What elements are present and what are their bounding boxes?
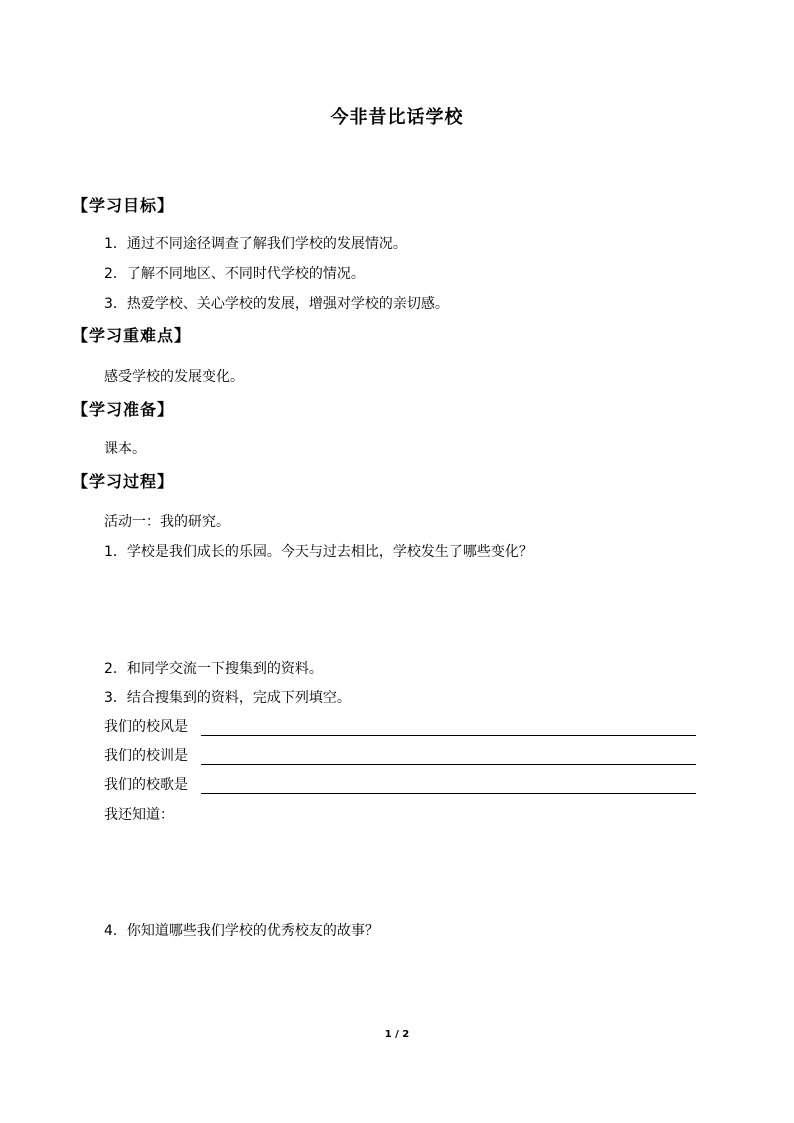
key-points-text: 感受学校的发展变化。	[104, 369, 244, 385]
fill-in-blank-school-spirit[interactable]	[201, 735, 696, 736]
question-1: 1．学校是我们成长的乐园。今天与过去相比，学校发生了哪些变化？	[104, 544, 533, 560]
fill-in-blank-school-motto[interactable]	[201, 764, 696, 765]
preparation-text: 课本。	[104, 441, 146, 457]
fill-in-label-school-spirit: 我们的校风是	[104, 719, 188, 735]
question-2: 2．和同学交流一下搜集到的资料。	[104, 661, 323, 677]
section-heading-goals: 【学习目标】	[72, 196, 175, 215]
activity-title: 活动一：我的研究。	[104, 514, 230, 530]
goal-item: 2．了解不同地区、不同时代学校的情况。	[104, 266, 365, 282]
fill-in-label-school-song: 我们的校歌是	[104, 777, 188, 793]
fill-in-blank-school-song[interactable]	[201, 793, 696, 794]
goal-item: 3．热爱学校、关心学校的发展，增强对学校的亲切感。	[104, 296, 449, 312]
section-heading-process: 【学习过程】	[72, 472, 175, 491]
question-4: 4．你知道哪些我们学校的优秀校友的故事？	[104, 923, 379, 939]
page-title: 今非昔比话学校	[330, 107, 464, 128]
section-heading-preparation: 【学习准备】	[72, 400, 175, 419]
page-number: 1 / 2	[384, 1029, 410, 1040]
goal-item: 1．通过不同途径调查了解我们学校的发展情况。	[104, 236, 407, 252]
fill-in-label-school-motto: 我们的校训是	[104, 748, 188, 764]
question-3: 3．结合搜集到的资料，完成下列填空。	[104, 690, 351, 706]
also-know-label: 我还知道：	[104, 807, 174, 823]
section-heading-key-points: 【学习重难点】	[72, 326, 192, 345]
